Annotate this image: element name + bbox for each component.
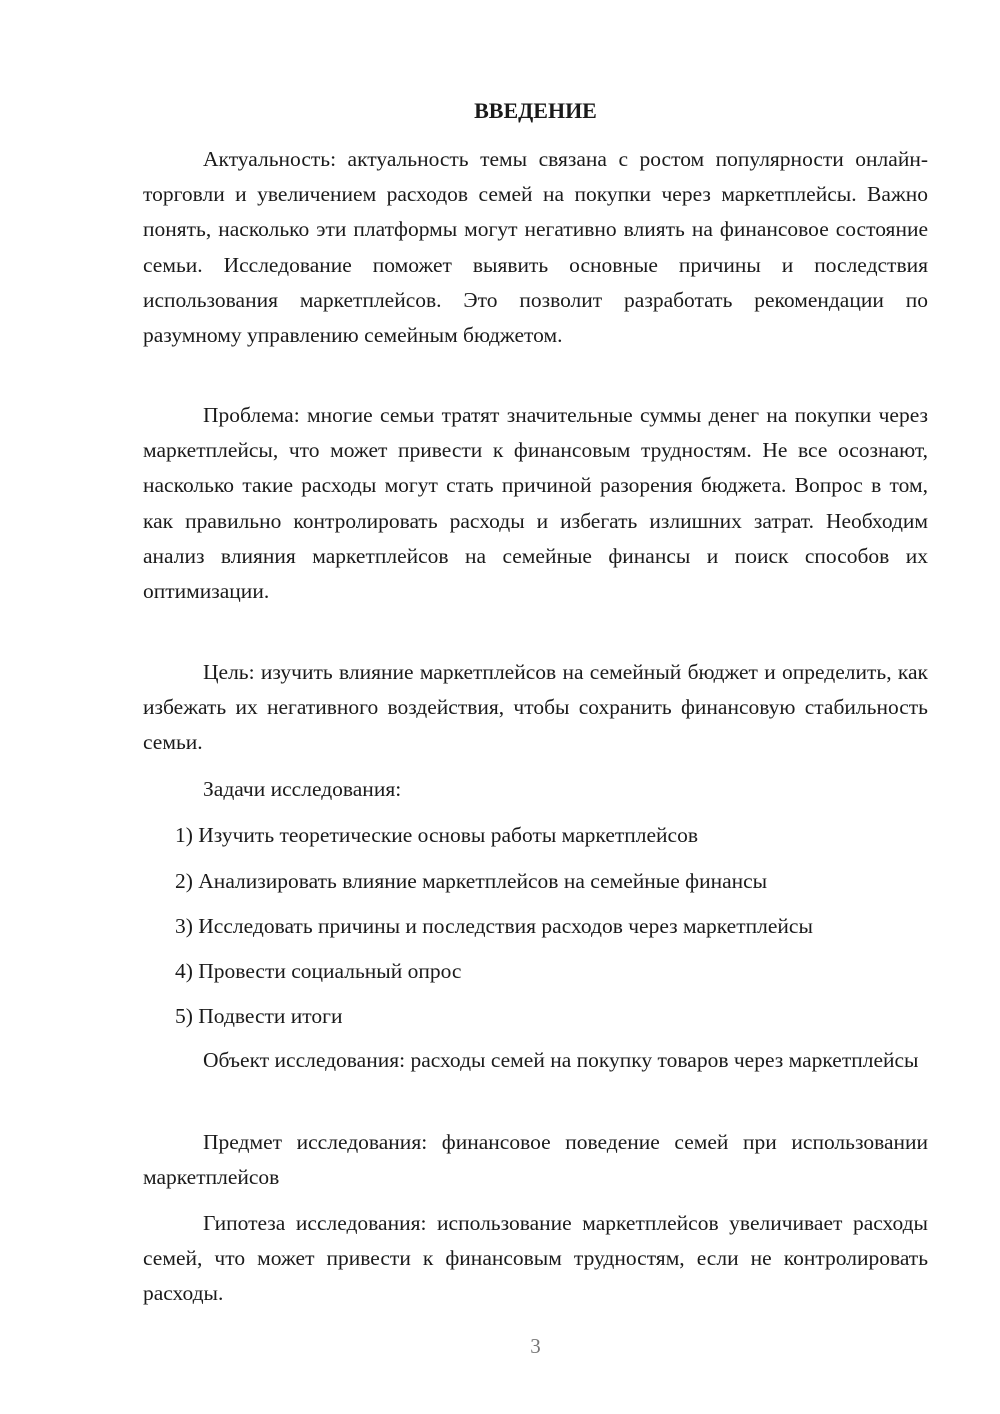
tasks-title: Задачи исследования: (203, 777, 402, 801)
task-item-4: 4) Провести социальный опрос (175, 959, 462, 983)
task-item-5: 5) Подвести итоги (175, 1004, 343, 1028)
task-item-2: 2) Анализировать влияние маркетплейсов на семейные финансы (175, 869, 768, 893)
section-heading: ВВЕДЕНИЕ (474, 98, 597, 123)
object-paragraph: Объект исследования: расходы семей на покупку товаров через маркетплейсы (203, 1048, 919, 1072)
goal-paragraph: Цель: изучить влияние маркетплейсов на семейный бюджет и определить, как избежать их негативного воздействия, чтобы сохранить финансовую стабильность семьи. (143, 660, 928, 755)
task-item-1: 1) Изучить теоретические основы работы маркетплейсов (175, 823, 698, 847)
hypothesis-paragraph: Гипотеза исследования: использование маркетплейсов увеличивает расходы семей, что может привести к финансовым трудностям, если не контролировать расходы. (143, 1211, 928, 1306)
subject-paragraph: Предмет исследования: финансовое поведение семей при использовании маркетплейсов (143, 1130, 928, 1190)
page-number: 3 (530, 1334, 541, 1358)
problem-paragraph: Проблема: многие семьи тратят значительные суммы денег на покупки через маркетплейсы, что может привести к финансовым трудностям. Не все осознают, насколько такие расходы могут стать причиной разорения бюджета. Вопрос в том, как правильно контролировать расходы и избегать излишних затрат. Необходим анализ влияния маркетплейсов на семейные финансы и поиск способов их оптимизации. (143, 403, 928, 604)
task-item-3: 3) Исследовать причины и последствия расходов через маркетплейсы (175, 914, 813, 938)
relevance-paragraph: Актуальность: актуальность темы связана с ростом популярности онлайн-торговли и увеличением расходов семей на покупки через маркетплейсы. Важно понять, насколько эти платформы могут негативно влиять на финансовое состояние семьи. Исследование поможет выявить основные причины и последствия использования маркетплейсов. Это позволит разработать рекомендации по разумному управлению семейным бюджетом. (143, 147, 928, 348)
